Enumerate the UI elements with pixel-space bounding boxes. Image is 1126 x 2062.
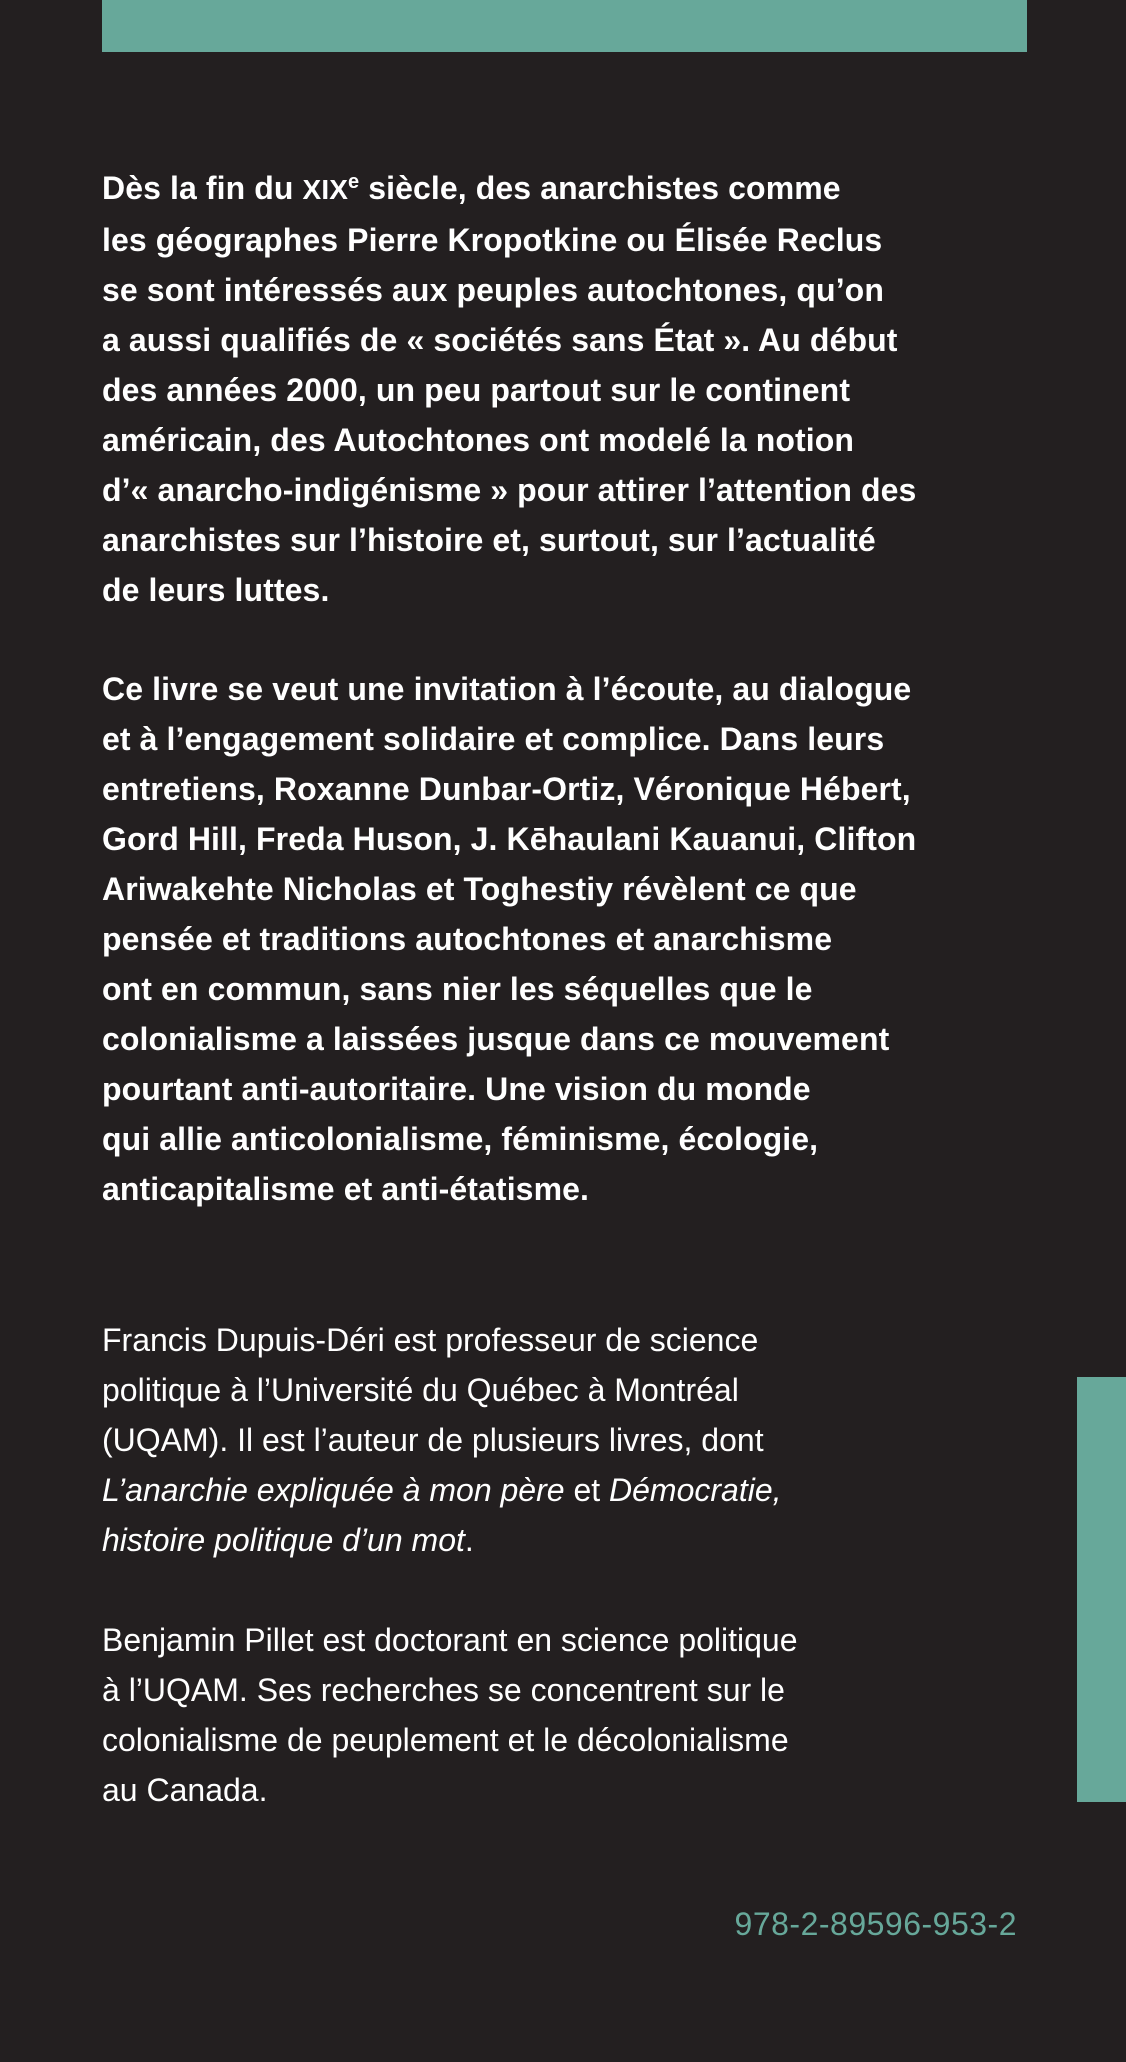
text-line: d’« anarcho-indigénisme » pour attirer l’attention des	[102, 472, 917, 508]
side-accent-band	[1077, 1377, 1126, 1802]
author-bio-dupuis	[102, 1315, 1032, 1565]
text-line: Gord Hill, Freda Huson, J. Kēhaulani Kauanui, Clifton	[102, 821, 917, 857]
text-line: Francis Dupuis-Déri est professeur de science	[102, 1322, 759, 1358]
text-line: colonialisme de peuplement et le décolonialisme	[102, 1722, 789, 1758]
isbn-number: 978-2-89596-953-2	[734, 1906, 1017, 1942]
text-line: Dès la fin du XIXe siècle, des anarchistes comme	[102, 170, 841, 206]
book-title-1: L’anarchie expliquée à mon père	[102, 1472, 565, 1508]
text-line: histoire politique d’un mot.	[102, 1522, 474, 1558]
text-line: pensée et traditions autochtones et anarchisme	[102, 921, 833, 957]
top-accent-band	[102, 0, 1027, 52]
text-line: L’anarchie expliquée à mon père et Démocratie,	[102, 1472, 782, 1508]
text-line: politique à l’Université du Québec à Montréal	[102, 1372, 739, 1408]
text-line: pourtant anti-autoritaire. Une vision du monde	[102, 1071, 811, 1107]
text-line: et à l’engagement solidaire et complice. Dans leurs	[102, 721, 885, 757]
book-title-2-part1: Démocratie,	[609, 1472, 782, 1508]
text-line: entretiens, Roxanne Dunbar-Ortiz, Véronique Hébert,	[102, 771, 911, 807]
text-line: a aussi qualifiés de « sociétés sans État ». Au début	[102, 322, 898, 358]
century-numeral: XIX	[302, 174, 348, 205]
text-line: de leurs luttes.	[102, 572, 330, 608]
blurb-paragraph-1	[102, 163, 1032, 615]
text-line: au Canada.	[102, 1772, 268, 1808]
text-line: les géographes Pierre Kropotkine ou Élisée Reclus	[102, 222, 883, 258]
blurb-paragraph-2	[102, 664, 1032, 1214]
text-line: se sont intéressés aux peuples autochtones, qu’on	[102, 272, 884, 308]
text-line: Ce livre se veut une invitation à l’écoute, au dialogue	[102, 671, 912, 707]
text-line: anarchistes sur l’histoire et, surtout, sur l’actualité	[102, 522, 876, 558]
text-line: à l’UQAM. Ses recherches se concentrent sur le	[102, 1672, 785, 1708]
text-line: Benjamin Pillet est doctorant en science politique	[102, 1622, 798, 1658]
book-title-2-part2: histoire politique d’un mot	[102, 1522, 465, 1558]
century-superscript: e	[347, 171, 360, 193]
text-line: (UQAM). Il est l’auteur de plusieurs livres, dont	[102, 1422, 764, 1458]
text-line: anticapitalisme et anti-étatisme.	[102, 1171, 590, 1207]
text-line: colonialisme a laissées jusque dans ce mouvement	[102, 1021, 890, 1057]
text-line: des années 2000, un peu partout sur le continent	[102, 372, 851, 408]
text-line: qui allie anticolonialisme, féminisme, écologie,	[102, 1121, 819, 1157]
author-bio-pillet	[102, 1615, 1032, 1815]
text-line: Ariwakehte Nicholas et Toghestiy révèlent ce que	[102, 871, 857, 907]
text-line: américain, des Autochtones ont modelé la notion	[102, 422, 855, 458]
text-line: ont en commun, sans nier les séquelles que le	[102, 971, 813, 1007]
